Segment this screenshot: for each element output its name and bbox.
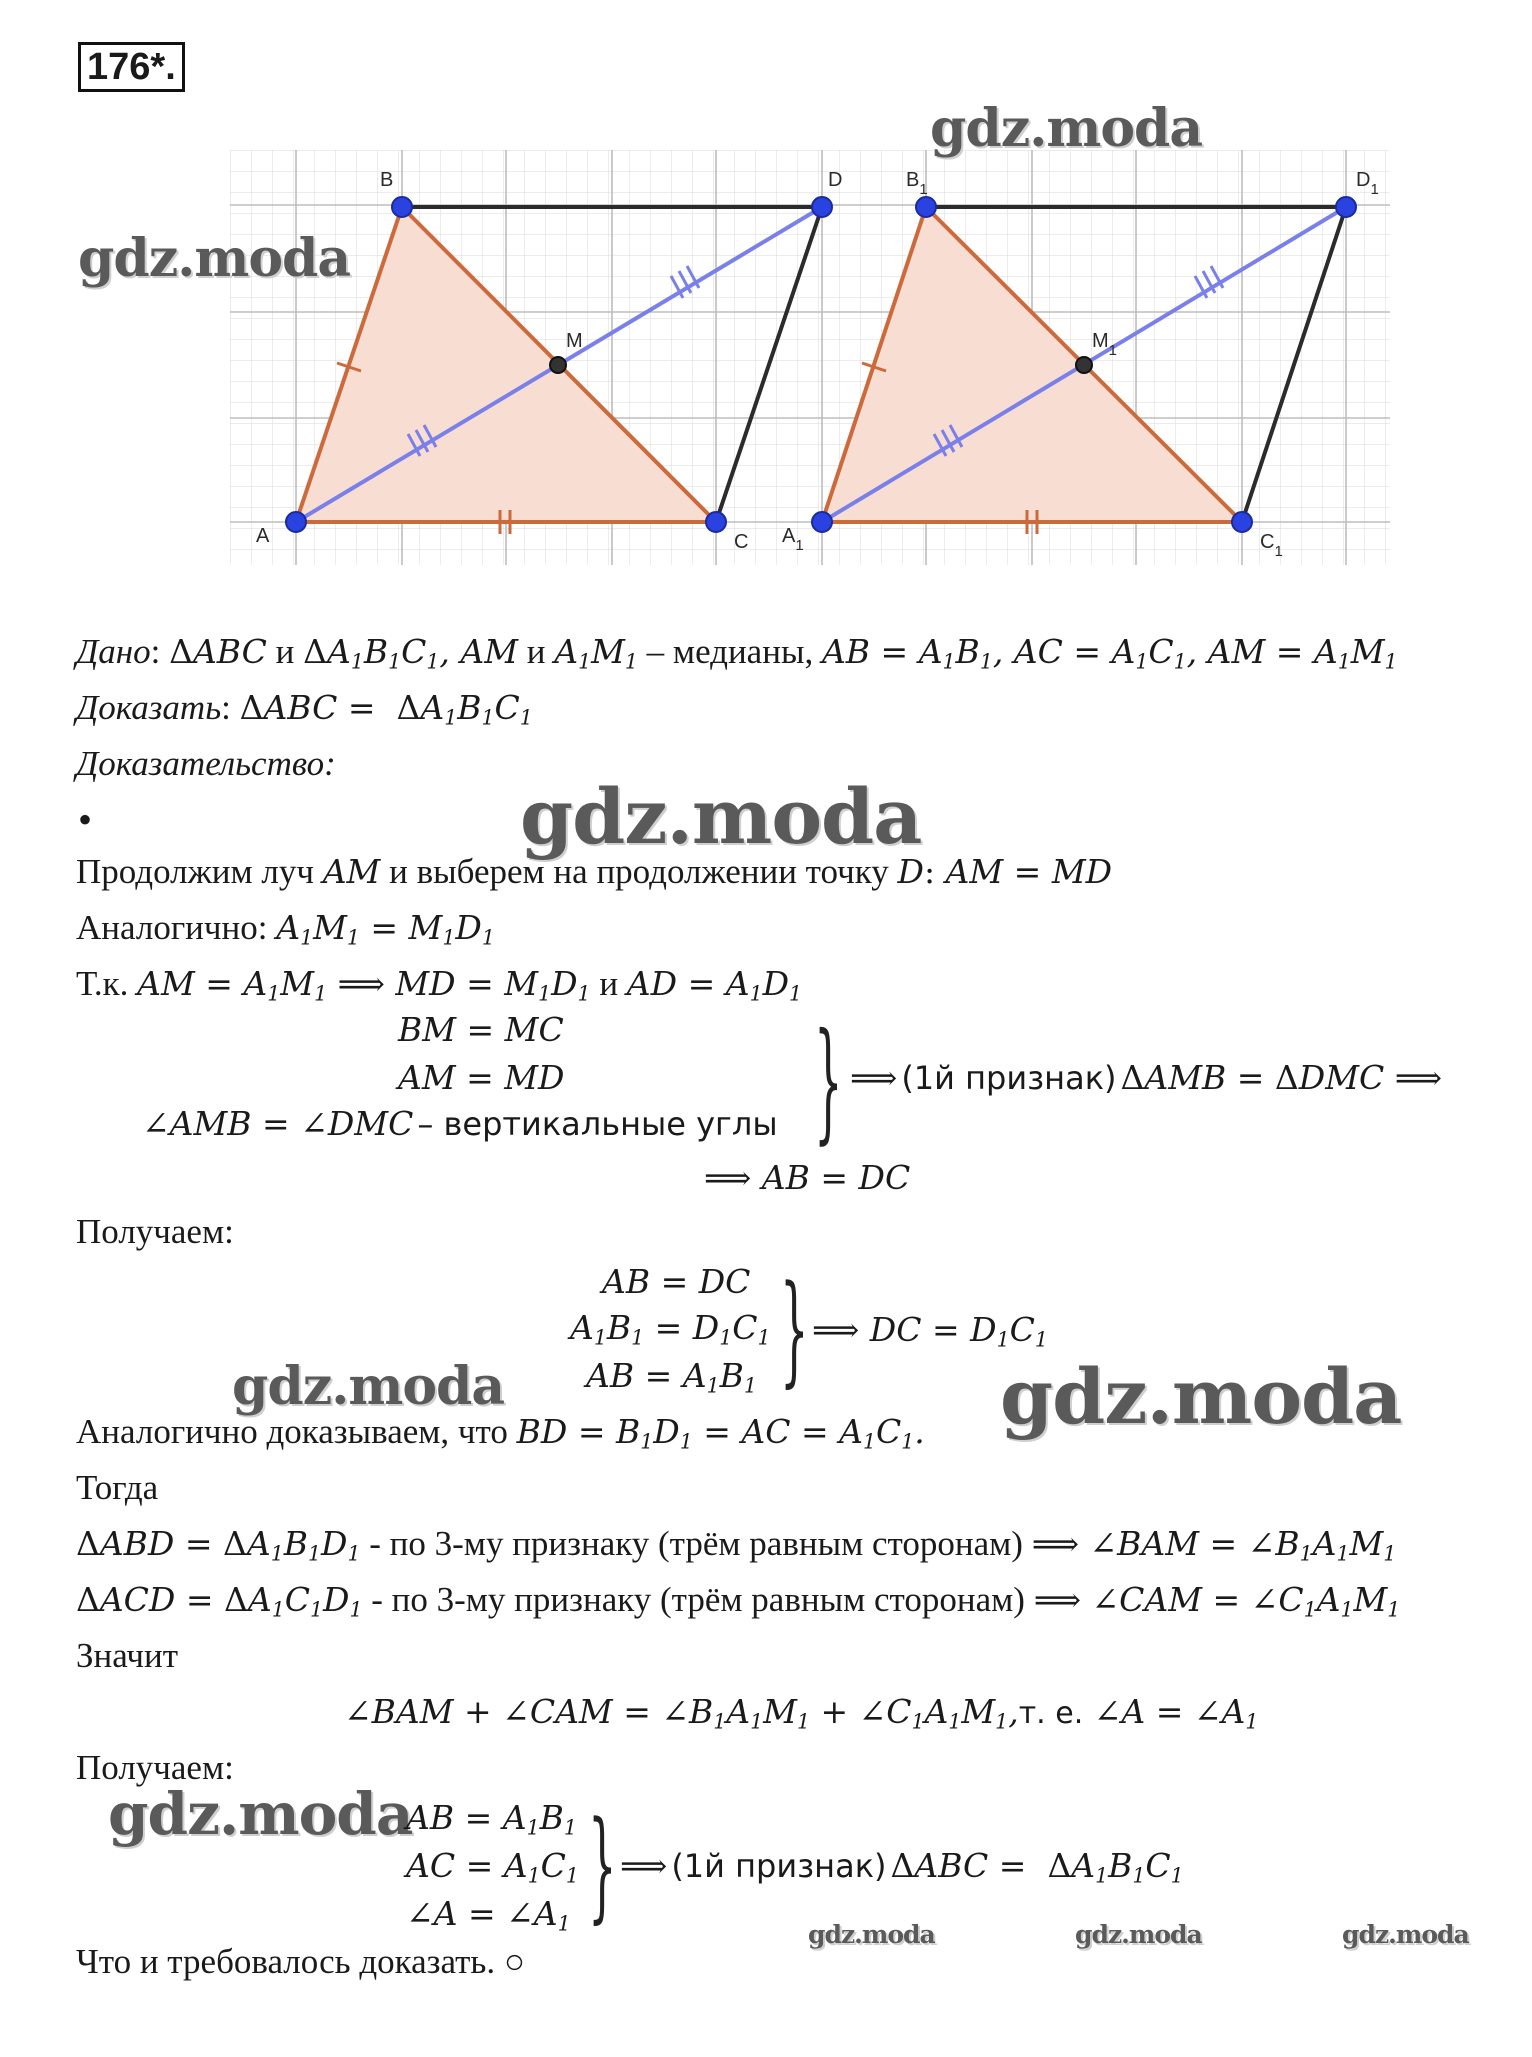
final-conclusion: ⟹ (1й признак) $\Delta ABC = \Delta A_1B_1C_1$	[620, 1846, 1184, 1888]
then-label: Тогда	[76, 1468, 159, 1507]
eq2-conclusion: ⟹ DC = $D_1C_1$	[812, 1310, 1048, 1352]
watermark: gdz.moda	[1000, 1352, 1402, 1441]
eq2-ab-dc: AB = DC	[602, 1262, 751, 1301]
label-c1: $C_1$	[1260, 531, 1283, 560]
obtain-label: Получаем:	[76, 1212, 234, 1251]
eq-bm-mc: BM = MC	[398, 1010, 564, 1049]
label-b1: $B_1$	[906, 169, 928, 198]
eq3-angle-a: ∠A = $\angle A_1$	[406, 1894, 571, 1936]
continue-ray-line: Продолжим луч AM и выберем на продолжении точку D: AM = MD	[76, 852, 1113, 891]
eq3-ac-a1c1: AC = $A_1C_1$	[406, 1846, 579, 1888]
brace: }	[780, 1260, 809, 1400]
label-m1: $M_1$	[1092, 330, 1118, 359]
brace: }	[814, 1006, 843, 1157]
eq-vertical-angles: ∠AMB = ∠DMC – вертикальные углы	[142, 1104, 778, 1143]
label-d1: $D_1$	[1356, 169, 1379, 198]
watermark: gdz.moda	[520, 772, 922, 861]
tk-line: Т.к. AM = $A_1M_1$ ⟹ MD = $M_1D_1$ и AD = $A_1D_1$	[76, 964, 803, 1006]
problem-number: 176*.	[78, 42, 185, 92]
acd-line: $\Delta ACD = \Delta A_1C_1D_1$ - по 3-му признаку (трём равным сторонам) ⟹ ∠CAM = $\angle C_1A_1M_1$	[76, 1580, 1401, 1622]
watermark: gdz.moda	[808, 1920, 935, 1949]
watermark: gdz.moda	[930, 98, 1203, 159]
watermark: gdz.moda	[1342, 1920, 1469, 1949]
watermark: gdz.moda	[78, 228, 351, 289]
brace: }	[588, 1796, 617, 1936]
eq2-a1b1-d1c1: $A_1B_1 = D_1C_1$	[570, 1308, 771, 1350]
angle-sum-line: ∠BAM + ∠CAM = $\angle B_1A_1M_1$ + $\angle C_1A_1M_1,т$. е. ∠A = $\angle A_1$	[344, 1692, 1259, 1734]
label-a1: $A_1$	[782, 525, 804, 554]
eq-am-md: AM = MD	[398, 1058, 565, 1097]
label-m: M	[566, 330, 583, 352]
watermark: gdz.moda	[232, 1356, 505, 1417]
abd-line: $\Delta ABD = \Delta A_1B_1D_1$ - по 3-му признаку (трём равным сторонам) ⟹ ∠BAM = $\angle B_1A_1M_1$	[76, 1524, 1397, 1566]
sign1-conclusion: ⟹ (1й признак) ΔAMB = ΔDMC ⟹	[850, 1058, 1443, 1097]
qed-line: Что и требовалось доказать. ○	[76, 1942, 526, 1981]
similarly-prove-line: Аналогично доказываем, что BD = $B_1D_1$ = AC = $A_1C_1$.	[76, 1412, 925, 1454]
watermark: gdz.moda	[108, 1780, 413, 1848]
geometry-figure	[0, 0, 1532, 600]
eq2-ab-a1b1: AB = $A_1B_1$	[586, 1356, 757, 1398]
obtain-label-2: Получаем:	[76, 1748, 234, 1787]
label-c: C	[734, 531, 749, 553]
watermark: gdz.moda	[1075, 1920, 1202, 1949]
eq-ab-dc: ⟹ AB = DC	[704, 1158, 911, 1197]
proof-heading: Доказательство:	[76, 744, 336, 783]
bullet: •	[78, 797, 93, 842]
prove-line: Доказать: $\Delta ABC = \Delta A_1B_1C_1$	[76, 688, 533, 730]
label-a: A	[256, 525, 270, 547]
label-b: B	[380, 169, 394, 191]
label-d: D	[828, 169, 843, 191]
given-line: Дано: ΔABC и $\Delta A_1B_1C_1$, AM и $A_1M_1$ – медианы, AB = $A_1B_1$, AC = $A_1C_1$, AM = $A_1M_1$	[76, 632, 1398, 674]
similarly-line: Аналогично: $A_1M_1 = M_1D_1$	[76, 908, 495, 950]
means-label: Значит	[76, 1636, 179, 1675]
eq3-ab-a1b1: AB = $A_1B_1$	[406, 1798, 577, 1840]
